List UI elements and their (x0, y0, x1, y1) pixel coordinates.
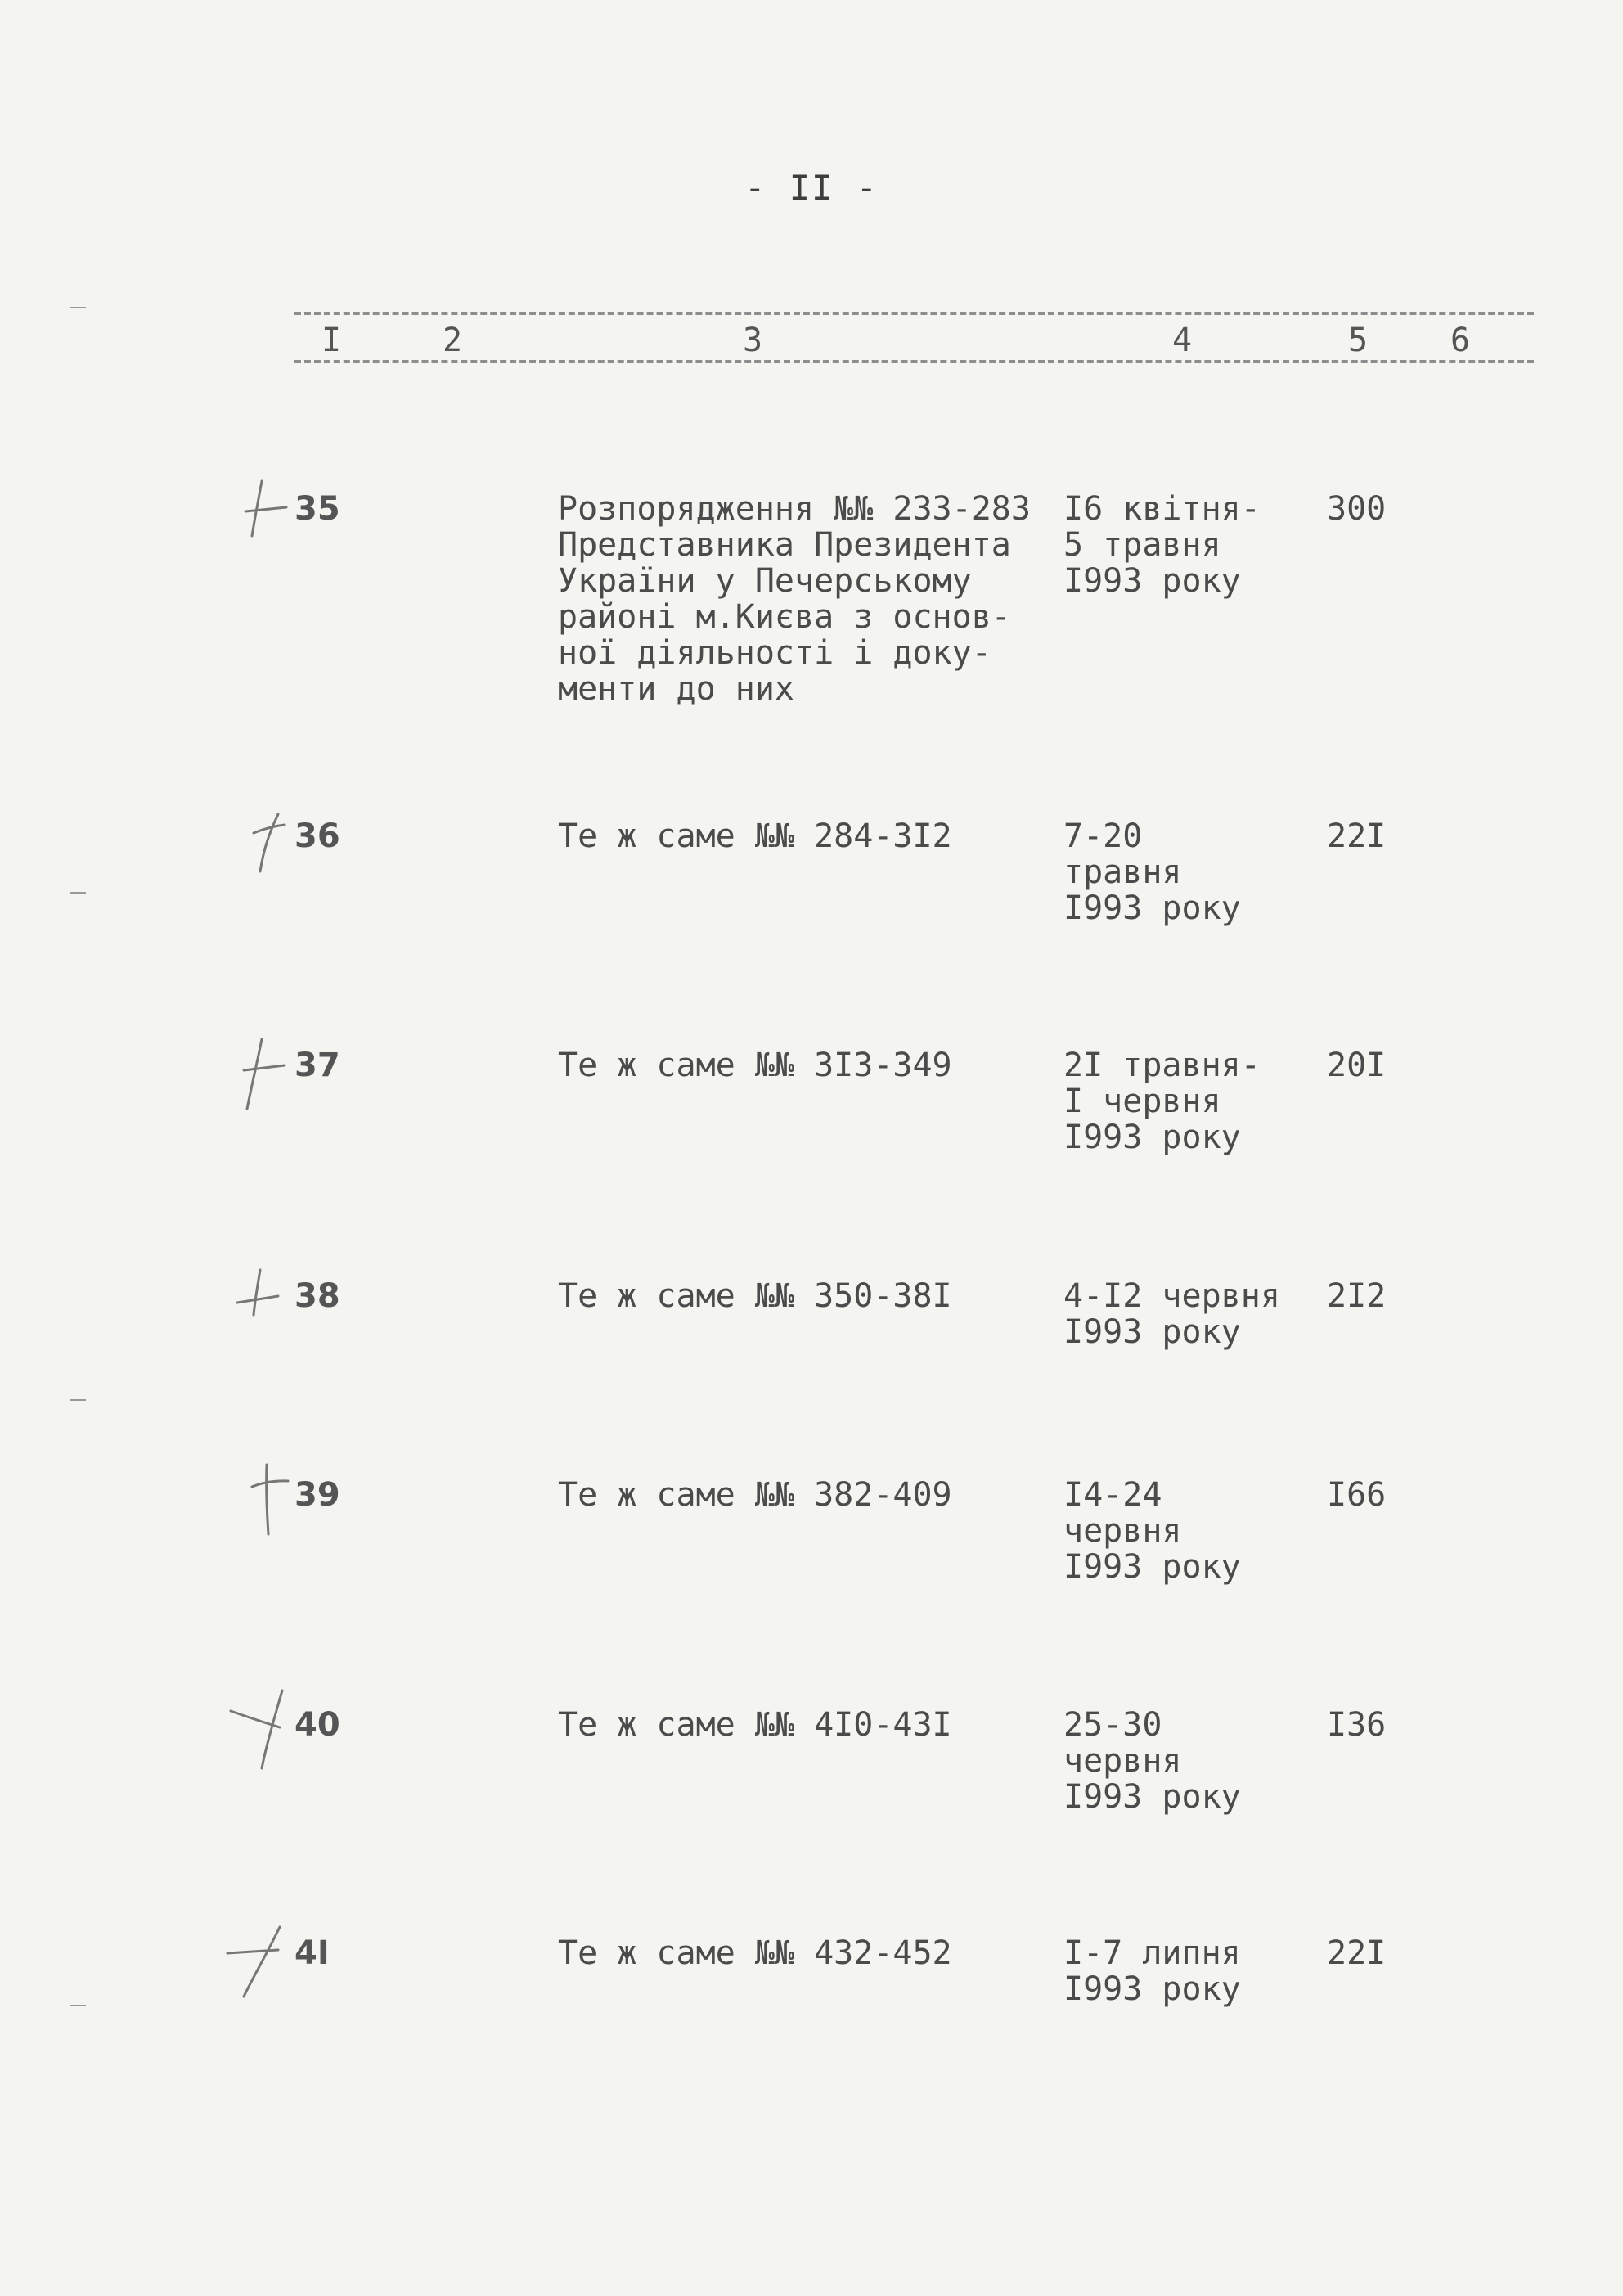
column-header-1: I (321, 322, 342, 359)
item-number: 35 (294, 490, 340, 528)
table-header-top-rule (294, 312, 1534, 315)
item-sheet-count: 22I (1327, 1934, 1387, 1972)
column-header-3: 3 (742, 322, 763, 359)
item-sheet-count: 300 (1327, 490, 1387, 528)
item-sheet-count: I36 (1327, 1706, 1387, 1744)
item-number: 37 (294, 1047, 340, 1084)
item-dates: 2I травня- I червня I993 року (1063, 1047, 1261, 1156)
column-header-2: 2 (442, 322, 463, 359)
item-title: Те ж саме №№ 284-3I2 (558, 817, 952, 855)
item-dates: I6 квітня- 5 травня I993 року (1063, 490, 1261, 600)
item-dates: 7-20 травня I993 року (1063, 817, 1241, 927)
item-title: Розпорядження №№ 233-283 Представника Президента України у Печерському районі м.Києва з основ- ної діяльності і доку- менти до них (558, 490, 1031, 708)
item-dates: I-7 липня I993 року (1063, 1934, 1241, 2008)
item-number: 40 (294, 1706, 340, 1744)
item-title: Те ж саме №№ 4I0-43I (558, 1706, 952, 1744)
item-title: Те ж саме №№ 350-38I (558, 1277, 952, 1315)
column-header-5: 5 (1347, 322, 1369, 359)
table-header-bottom-rule (294, 360, 1534, 363)
item-sheet-count: I66 (1327, 1476, 1387, 1514)
margin-mark (70, 307, 86, 308)
margin-mark (70, 892, 86, 894)
item-number: 39 (294, 1476, 340, 1514)
item-title: Те ж саме №№ 3I3-349 (558, 1047, 952, 1084)
column-header-4: 4 (1171, 322, 1193, 359)
item-dates: 4-I2 червня I993 року (1063, 1277, 1280, 1351)
item-sheet-count: 2I2 (1327, 1277, 1387, 1315)
item-sheet-count: 20I (1327, 1047, 1387, 1084)
item-dates: 25-30 червня I993 року (1063, 1706, 1241, 1816)
item-title: Те ж саме №№ 382-409 (558, 1476, 952, 1514)
margin-mark (70, 1399, 86, 1401)
item-title: Те ж саме №№ 432-452 (558, 1934, 952, 1972)
page-number: - II - (744, 168, 879, 208)
item-number: 38 (294, 1277, 340, 1315)
item-number: 36 (294, 817, 340, 855)
column-header-6: 6 (1450, 322, 1471, 359)
item-sheet-count: 22I (1327, 817, 1387, 855)
item-number: 4I (294, 1934, 330, 1972)
margin-mark (70, 2005, 86, 2006)
item-dates: I4-24 червня I993 року (1063, 1476, 1241, 1586)
